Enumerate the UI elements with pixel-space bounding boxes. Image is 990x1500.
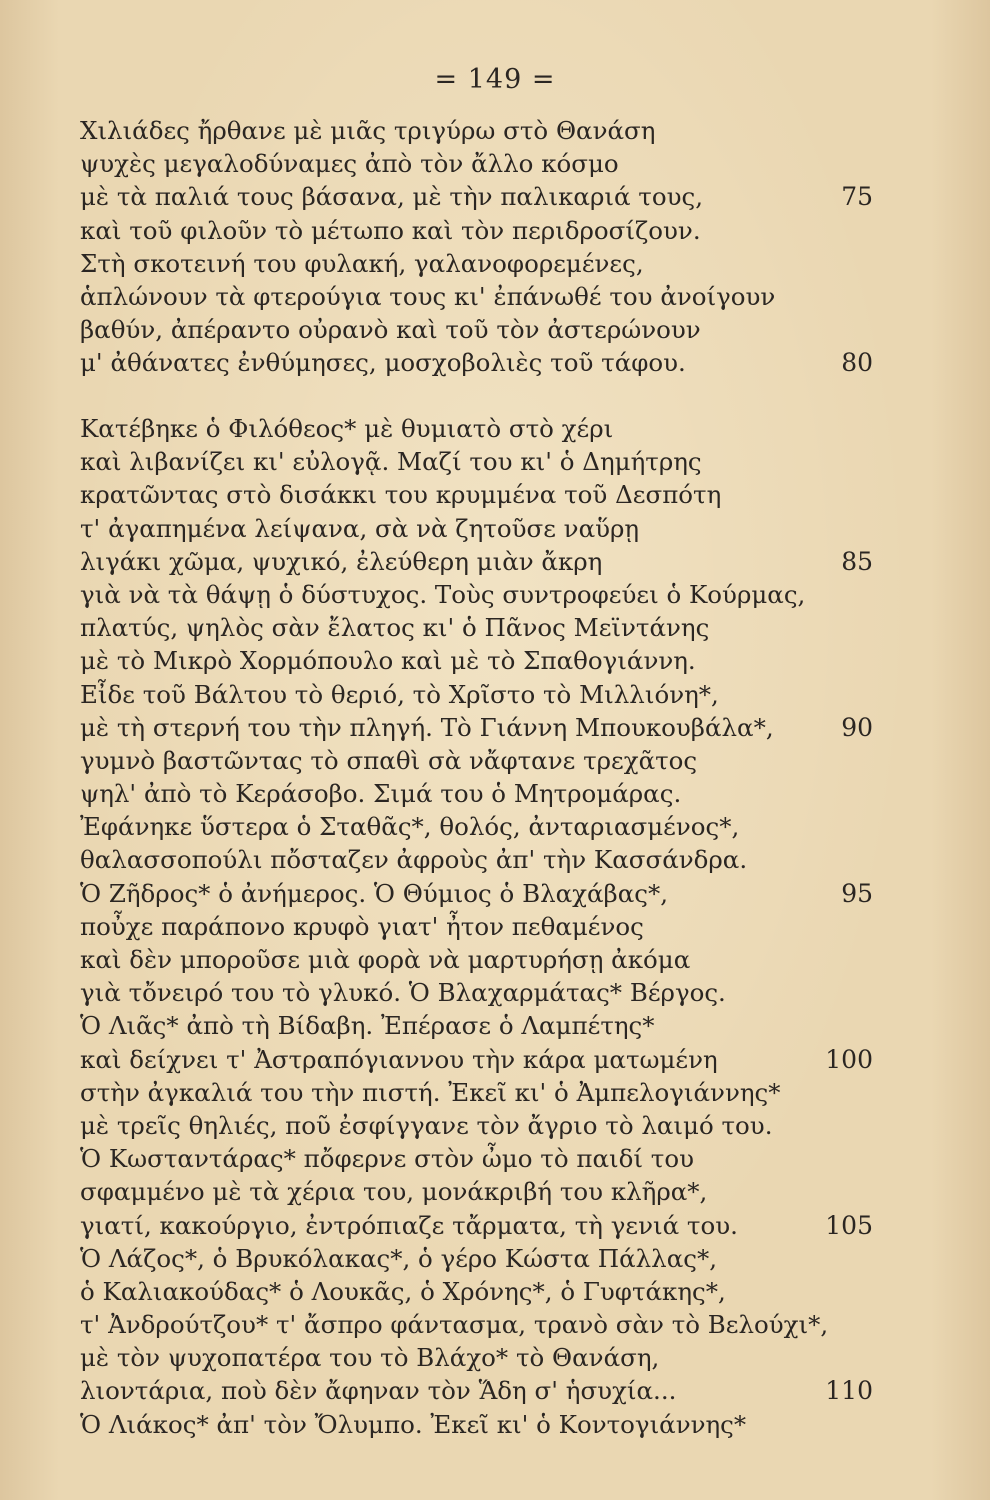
- poem-line: [80, 678, 880, 711]
- poem-line: [80, 910, 880, 943]
- poem-line-text: μὲ τὸ Μικρὸ Χορμόπουλο καὶ μὲ τὸ Σπαθογιάννη.: [80, 646, 696, 676]
- poem-line-text: τ' ἀγαπημένα λείψανα, σὰ νὰ ζητοῦσε ναὕρῃ: [80, 513, 640, 543]
- poem-line: [80, 412, 880, 445]
- poem-line-text: τ' Ἀνδρούτζου* τ' ἄσπρο φάντασμα, τρανὸ σὰν τὸ Βελούχι*,: [80, 1310, 829, 1340]
- poem-line-text: Ἐφάνηκε ὕστερα ὁ Σταθᾶς*, θολός, ἀνταριασμένος*,: [80, 812, 740, 842]
- poem-line: [80, 1242, 880, 1275]
- poem-line: [80, 943, 880, 976]
- poem-line: [80, 843, 880, 876]
- poem-line-text: στὴν ἀγκαλιά του τὴν πιστή. Ἐκεῖ κι' ὁ Ἀμπελογιάννης*: [80, 1077, 781, 1107]
- poem-line-text: Ὁ Κωσταντάρας* πὄφερνε στὸν ὦμο τὸ παιδί του: [80, 1144, 694, 1174]
- poem-line: [80, 1408, 880, 1441]
- poem-line: [80, 1374, 880, 1407]
- poem-line: [80, 644, 880, 677]
- poem-line-text: Στὴ σκοτεινή του φυλακή, γαλανοφορεμένες,: [80, 248, 644, 278]
- poem-line: [80, 478, 880, 511]
- poem-line: [80, 147, 880, 180]
- line-number: 105: [825, 1210, 873, 1240]
- poem-line: [80, 1341, 880, 1374]
- stanza-1: [80, 114, 880, 380]
- poem-line-text: μὲ τὸν ψυχοπατέρα του τὸ Βλάχο* τὸ Θανάση,: [80, 1343, 660, 1373]
- poem-line: [80, 1076, 880, 1109]
- poem-line-text: Ὁ Λάζος*, ὁ Βρυκόλακας*, ὁ γέρο Κώστα Πάλλας*,: [80, 1243, 718, 1273]
- poem-line-text: Χιλιάδες ἤρθανε μὲ μιᾶς τριγύρω στὸ Θανάση: [80, 116, 656, 145]
- poem-line: [80, 346, 880, 379]
- poem-line-text: Ὁ Λιάκος* ἀπ' τὸν Ὄλυμπο. Ἐκεῖ κι' ὁ Κοντογιάννης*: [80, 1409, 747, 1439]
- poem-line-text: γιὰ νὰ τὰ θάψῃ ὁ δύστυχος. Τοὺς συντροφεύει ὁ Κούρμας,: [80, 579, 806, 609]
- poem-line: [80, 744, 880, 777]
- poem-line: [80, 611, 880, 644]
- line-number: 100: [825, 1044, 873, 1074]
- poem-line-text: ψηλ' ἀπὸ τὸ Κεράσοβο. Σιμά του ὁ Μητρομάρας.: [80, 779, 682, 809]
- poem-line-text: γιὰ τὄνειρό του τὸ γλυκό. Ὁ Βλαχαρμάτας* Βέργος.: [80, 978, 726, 1008]
- poem-line-text: μὲ τρεῖς θηλιές, ποῦ ἐσφίγγανε τὸν ἄγριο τὸ λαιμό του.: [80, 1110, 773, 1140]
- poem-line: [80, 445, 880, 478]
- poem-line-text: καὶ τοῦ φιλοῦν τὸ μέτωπο καὶ τὸν περιδροσίζουν.: [80, 215, 701, 245]
- poem-line: [80, 1142, 880, 1175]
- poem-line: [80, 1175, 880, 1208]
- poem-line-text: Ὁ Ζῆδρος* ὁ ἀνήμερος. Ὁ Θύμιος ὁ Βλαχάβας*,: [80, 878, 669, 908]
- poem-line-text: καὶ δὲν μποροῦσε μιὰ φορὰ νὰ μαρτυρήσῃ ἀκόμα: [80, 945, 691, 974]
- poem-line: [80, 1043, 880, 1076]
- poem-line-text: πλατύς, ψηλὸς σὰν ἔλατος κι' ὁ Πᾶνος Μεϊντάνης: [80, 613, 710, 643]
- poem-line-text: θαλασσοπούλι πὄσταζεν ἀφροὺς ἀπ' τὴν Κασσάνδρα.: [80, 845, 748, 875]
- page-number: = 149 =: [434, 64, 556, 95]
- poem-line: [80, 280, 880, 313]
- poem-line: [80, 180, 880, 213]
- poem-line-text: ψυχὲς μεγαλοδύναμες ἀπὸ τὸν ἄλλο κόσμο: [80, 149, 619, 179]
- poem-line-text: καὶ λιβανίζει κι' εὐλογᾷ. Μαζί του κι' ὁ Δημήτρης: [80, 447, 702, 477]
- stanza-2: [80, 412, 880, 1441]
- poem-line: [80, 1308, 880, 1341]
- poem-line-text: μὲ τὰ παλιά τους βάσανα, μὲ τὴν παλικαριά τους,: [80, 182, 704, 212]
- poem-line: [80, 1209, 880, 1242]
- poem-line: [80, 214, 880, 247]
- poem-line-text: ὁ Καλιακούδας* ὁ Λουκᾶς, ὁ Χρόνης*, ὁ Γυφτάκης*,: [80, 1276, 726, 1306]
- poem-line-text: λιοντάρια, ποὺ δὲν ἄφηναν τὸν Ἅδη σ' ἡσυχία...: [80, 1376, 677, 1406]
- poem-line: [80, 777, 880, 810]
- poem-line: [80, 512, 880, 545]
- line-number: 75: [841, 182, 873, 212]
- poem-line-text: Κατέβηκε ὁ Φιλόθεος* μὲ θυμιατὸ στὸ χέρι: [80, 414, 614, 443]
- line-number: 80: [841, 348, 873, 378]
- poem-line-text: κρατῶντας στὸ δισάκκι του κρυμμένα τοῦ Δεσπότη: [80, 480, 722, 510]
- poem-line-text: μ' ἀθάνατες ἐνθύμησες, μοσχοβολιὲς τοῦ τάφου.: [80, 348, 686, 378]
- line-number: 85: [841, 546, 873, 576]
- poem-line-text: ποὖχε παράπονο κρυφὸ γιατ' ἦτον πεθαμένος: [80, 911, 644, 941]
- line-number: 110: [825, 1376, 873, 1406]
- poem-line: [80, 711, 880, 744]
- poem-line: [80, 114, 880, 147]
- poem-line: [80, 877, 880, 910]
- poem-line-text: σφαμμένο μὲ τὰ χέρια του, μονάκριβή του κλῆρα*,: [80, 1177, 708, 1207]
- poem-line: [80, 545, 880, 578]
- line-number: 90: [841, 712, 873, 742]
- poem-line: [80, 1275, 880, 1308]
- poem-line: [80, 578, 880, 611]
- poem-line: [80, 313, 880, 346]
- poem-line-text: βαθύν, ἀπέραντο οὐρανὸ καὶ τοῦ τὸν ἀστερώνουν: [80, 315, 701, 345]
- poem-line: [80, 1009, 880, 1042]
- poem-line: [80, 810, 880, 843]
- poem-line-text: μὲ τὴ στερνή του τὴν πληγή. Τὸ Γιάννη Μπουκουβάλα*,: [80, 712, 774, 742]
- poem-line: [80, 1109, 880, 1142]
- poem-line-text: Εἶδε τοῦ Βάλτου τὸ θεριό, τὸ Χρῖστο τὸ Μιλλιόνη*,: [80, 679, 719, 709]
- poem-line-text: ἁπλώνουν τὰ φτερούγια τους κι' ἐπάνωθέ του ἀνοίγουν: [80, 281, 776, 311]
- poem-line-text: γυμνὸ βαστῶντας τὸ σπαθὶ σὰ νἄφτανε τρεχᾶτος: [80, 745, 698, 775]
- poem-line-text: γιατί, κακούργιο, ἐντρόπιαζε τἄρματα, τὴ γενιά του.: [80, 1210, 738, 1240]
- poem-line-text: Ὁ Λιᾶς* ἀπὸ τὴ Βίδαβη. Ἐπέρασε ὁ Λαμπέτης*: [80, 1011, 655, 1041]
- poem-line: [80, 976, 880, 1009]
- poem-line: [80, 247, 880, 280]
- poem-line-text: λιγάκι χῶμα, ψυχικό, ἐλεύθερη μιὰν ἄκρη: [80, 546, 603, 576]
- poem-line-text: καὶ δείχνει τ' Ἀστραπόγιαννου τὴν κάρα ματωμένη: [80, 1044, 718, 1074]
- line-number: 95: [841, 878, 873, 908]
